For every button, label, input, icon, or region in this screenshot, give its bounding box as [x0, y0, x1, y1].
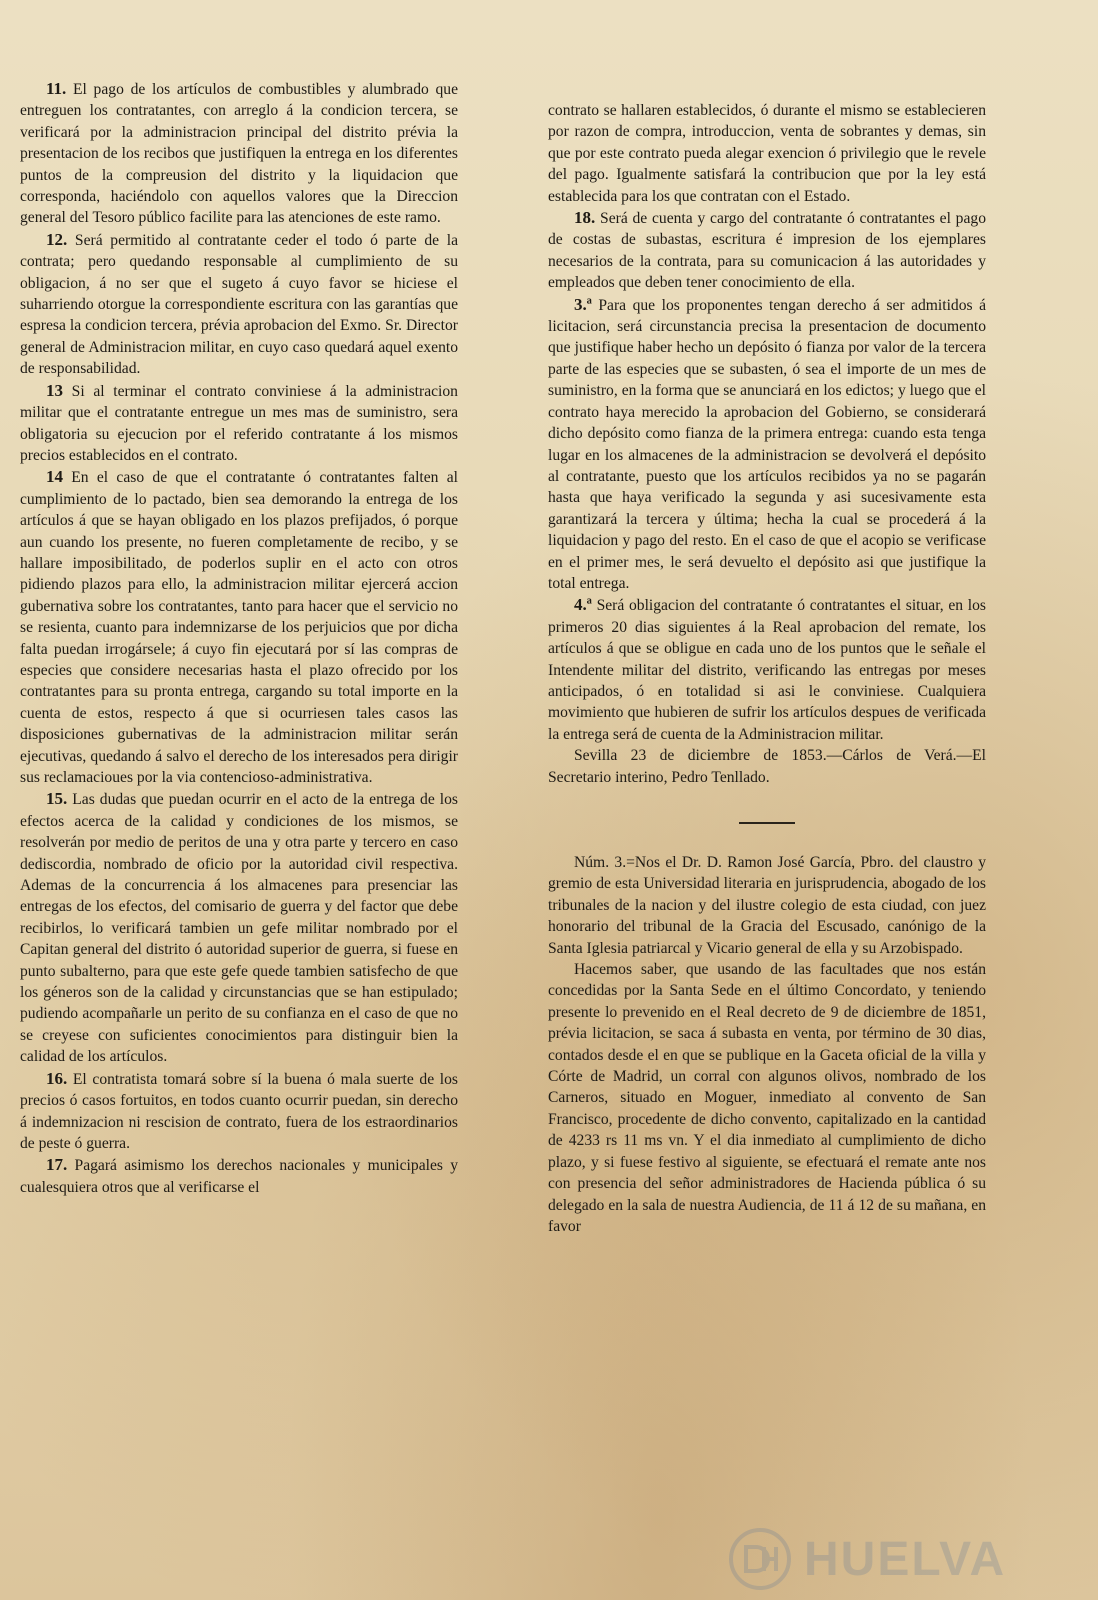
article-17	[20, 1154, 458, 1198]
condition-4	[548, 594, 986, 745]
article-number: 17.	[46, 1155, 68, 1175]
article-number: 3.ª	[574, 294, 592, 314]
notice-num-3	[548, 852, 986, 959]
article-number: 13	[46, 380, 63, 400]
article-17-continued	[548, 100, 986, 207]
article-text: contrato se hallaren establecidos, ó durante el mismo se establecieren por razon de compra, introduccion, venta de sobrantes y demas, sin que por este contrato pueda alegar exencion ó privilegio que le revele del pago. Igualmente satisfará la contribucion que por la ley está establecida para los que contratan con el Estado.	[548, 102, 986, 205]
article-text: El contratista tomará sobre sí la buena ó mala suerte de los precios ó casos fortuitos, en todos cuanto ocurrir puedan, sin derecho á indemnizacion ni rescision de contrato, fuera de los estraordinarios de peste ó guerra.	[20, 1070, 458, 1152]
dh-logo-icon	[728, 1527, 792, 1591]
auction-notice	[548, 959, 986, 1237]
article-text: En el caso de que el contratante ó contratantes falten al cumplimiento de lo pactado, bien sea demorando la entrega de los artículos á que se hayan obligado en los plazos prefijados, ó porque aun cuando los presente, no fueren completamente de recibo, y se hallare imposibilitado, de poderlos suplir en el acto con otros pidiendo plazos para ello, la administracion militar ejercerá accion gubernativa sobre los contratantes, tanto para hacer que el servicio no se resienta, cuanto para indemnizarse de los perjuicios que por dicha falta puedan irrogársele; á cuyo fin ejecutará por sí las compras de especies que considere necesarias hasta el plazo ofrecido por los contratantes para su pronta entrega, cargando su total importe en la cuenta de estos, respecto á que si ocurriesen tales casos las disposiciones gubernativas de la administracion militar serán ejecutivas, quedando á salvo el derecho de los interesados pera dirigir sus reclamacioues por la via contencioso-administrativa.	[20, 469, 458, 786]
article-number: 11.	[46, 79, 67, 98]
article-number: 15.	[46, 789, 68, 809]
article-text: Pagará asimismo los derechos nacionales y municipales y cualesquiera otros que al verificarse el	[20, 1157, 459, 1196]
watermark-text: HUELVA	[804, 1532, 1007, 1586]
article-13	[20, 380, 458, 467]
article-text: Será de cuenta y cargo del contratante ó contratantes el pago de costas de subastas, escritura é impresion de los ejemplares necesarios de la contrata, para su comunicacion á las autoridades y empleados que deben tener conocimiento de ella.	[548, 210, 986, 292]
article-number: 12.	[46, 229, 68, 249]
article-number: 14	[46, 467, 63, 487]
article-16	[20, 1068, 458, 1155]
signature-line: Sevilla 23 de diciembre de 1853.—Cárlos de Verá.—El Secretario interino, Pedro Tenllado.	[548, 747, 986, 786]
article-text: Será obligacion del contratante ó contratantes el situar, en los primeros 20 dias siguientes á la Real aprobacion del remate, los artículos á que se obligue en cada uno de los puntos que le señale el Intendente militar del distrito, verificando las entregas por meses anticipados, ó en totalidad si asi le conviniese. Cualquiera movimiento que hubieren de sufrir los artículos despues de verificada la entrega será de cuenta de la Administracion militar.	[548, 597, 987, 743]
notice-number: Núm. 3.=	[574, 854, 635, 871]
article-14	[20, 466, 458, 788]
article-12	[20, 229, 458, 380]
article-text: Será permitido al contratante ceder el todo ó parte de la contrata; pero quedando responsable al cumplimiento de su obligacion, á no ser que el sugeto á cuyo favor se hiciese el suharriendo otorgue la correspondiente escritura con las garantías que espresa la condicion tercera, prévia aprobacion del Exmo. Sr. Director general de Administracion militar, en cuyo caso quedará aquel exento de responsabilidad.	[20, 231, 458, 378]
article-15	[20, 788, 458, 1067]
article-text: Si al terminar el contrato conviniese á la administracion militar que el contratante entregue un mes mas de suministro, sera obligatoria su ejecucion por el referido contratante á los mismos precios establecidos en el contrato.	[20, 382, 458, 464]
section-divider	[739, 822, 795, 824]
article-text: Las dudas que puedan ocurrir en el acto de la entrega de los efectos acerca de la calidad y condiciones de los mismos, se resolverán por medio de peritos de una y otra parte y tercero en caso dediscordia, nombrado de oficio por la autoridad civil respectiva. Ademas de la concurrencia á los almacenes para presenciar las entregas de los efectos, del comisario de guerra y del factor que debe recibirlos, lo verificará tambien un gefe militar nombrado por el Capitan general del distrito ó autoridad superior de guerra, si fuese en punto subalterno, para que este gefe quede tambien satisfecho de que los géneros son de la calidad y circunstancias que se han estipulado; pudiendo acompañarle un perito de su confianza en el caso de que no se creyese con suficientes conocimientos para distinguir bien la calidad de los artículos.	[20, 791, 458, 1066]
right-column	[548, 100, 986, 1237]
article-text: El pago de los artículos de combustibles y alumbrado que entreguen los contratantes, con arreglo á la condicion tercera, se verificará por la administracion principal del distrito prévia la presentacion de los recibos que justifiquen la entrega en los diferentes puntos de la compreusion del distrito y la liquidacion que corresponda, haciéndolo con aquellos valores que la Direccion general del Tesoro público facilite para las atenciones de este ramo.	[20, 81, 459, 227]
article-text: Para que los proponentes tengan derecho á ser admitidos á licitacion, será circunstancia precisa la presentacion de documento que justifique haber hecho un depósito ó fianza por valor de la tercera parte de las especies que se subasten, ó sea el importe de un mes de suministro, en la forma que se anunciará en los edictos; y luego que el contrato haya merecido la aprobacion del Gobierno, se considerará dicho depósito como fianza de la primera entrega: cuando esta tenga lugar en los almacenes de la administracion se devolverá el depósito al contratante, puesto que los artículos recibidos ya no se pagarán hasta que haya verificado la segunda y asi sucesivamente esta garantizará la tercera y última; hecha la cual se procederá á la liquidacion y pago del resto. En el caso de que el acopio se verificase en el primer mes, le será devuelto el depósito asi que justifique la total entrega.	[548, 296, 987, 592]
article-number: 18.	[574, 208, 596, 228]
notice-text: Hacemos saber, que usando de las facultades que nos están concedidas por la Santa Sede en el último Concordato, y teniendo presente lo prevenido en el Real decreto de 9 de diciembre de 1851, prévia licitacion, se saca á subasta en venta, por término de 30 dias, contados desde el en que se publique en la Gaceta oficial de la villa y Córte de Madrid, un corral con algunos olivos, nombrado de los Carneros, situado en Moguer, inmediato al convento de San Francisco, procedente de dicho convento, capitalizado en la cantidad de 4233 rs 11 ms vn. Y el dia inmediato al cumplimiento de dicho plazo, y si fuese festivo al siguiente, se efectuará el remate ante nos con presencia del señor administradores de Hacienda pública ó su delegado en la sala de nuestra Audiencia, de 11 á 12 de su mañana, en favor	[548, 961, 986, 1235]
archive-watermark	[728, 1524, 1028, 1594]
article-18	[548, 207, 986, 294]
left-column	[20, 78, 458, 1198]
article-number: 16.	[46, 1068, 68, 1088]
article-11	[20, 78, 458, 229]
notice-text: Nos el Dr. D. Ramon José García, Pbro. del claustro y gremio de esta Universidad literaria en jurisprudencia, abogado de los tribunales de la nacion y del ilustre colegio de esta ciudad, con juez honorario del tribunal de la Gracia del Escusado, canónigo de la Santa Iglesia patriarcal y Vicario general de ella y su Arzobispado.	[548, 854, 986, 957]
article-number: 4.ª	[574, 595, 592, 615]
condition-3	[548, 294, 986, 595]
